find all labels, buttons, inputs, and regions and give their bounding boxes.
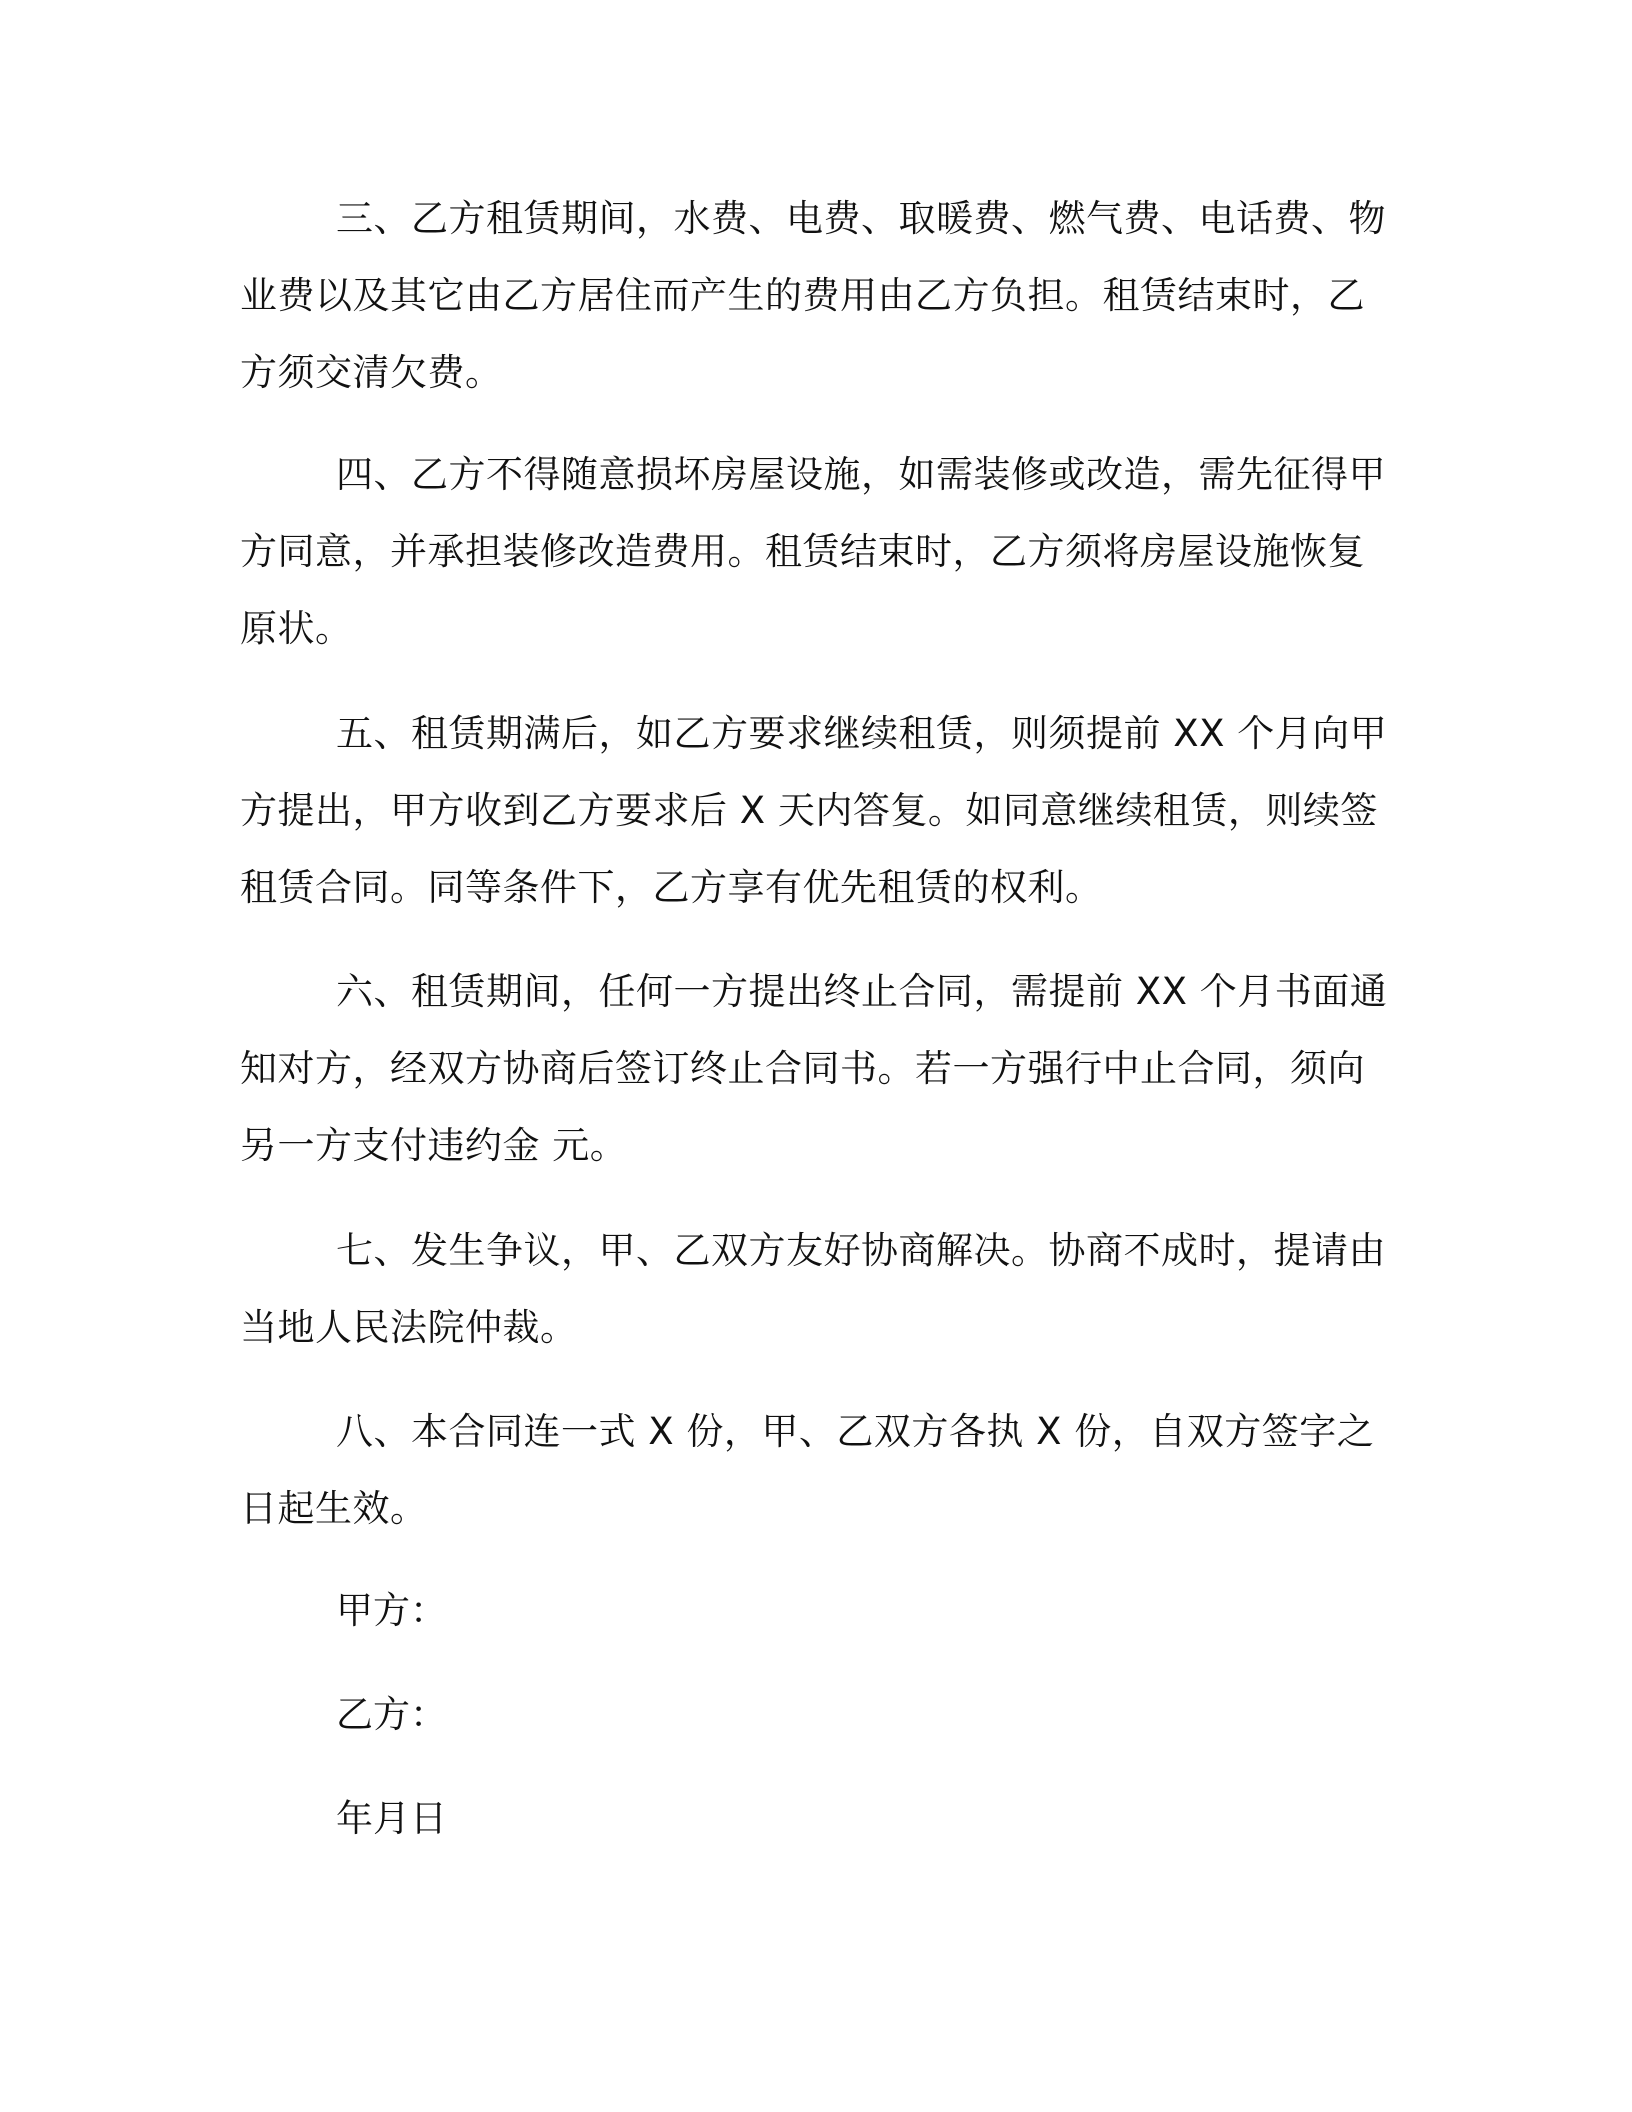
- clause-5: 五、租赁期满后，如乙方要求继续租赁，则须提前 XX 个月向甲方提出，甲方收到乙方要求后 X 天内答复。如同意继续租赁，则续签租赁合同。同等条件下，乙方享有优先租赁的权利。: [240, 712, 1388, 909]
- party-b-signature-label: 乙方：: [336, 1693, 447, 1736]
- clause-8: 八、本合同连一式 X 份，甲、乙双方各执 X 份，自双方签字之日起生效。: [240, 1410, 1375, 1530]
- signing-date-label: 年月日: [336, 1797, 447, 1840]
- clause-7: 七、发生争议，甲、乙双方友好协商解决。协商不成时，提请由当地人民法院仲裁。: [240, 1229, 1386, 1349]
- clause-3: 三、乙方租赁期间，水费、电费、取暖费、燃气费、电话费、物业费以及其它由乙方居住而产生的费用由乙方负担。租赁结束时，乙方须交清欠费。: [240, 197, 1386, 394]
- party-a-signature-label: 甲方：: [336, 1589, 447, 1632]
- clause-4: 四、乙方不得随意损坏房屋设施，如需装修或改造，需先征得甲方同意，并承担装修改造费用。租赁结束时，乙方须将房屋设施恢复原状。: [240, 453, 1386, 650]
- clause-6: 六、租赁期间，任何一方提出终止合同，需提前 XX 个月书面通知对方，经双方协商后签订终止合同书。若一方强行中止合同，须向另一方支付违约金 元。: [240, 970, 1388, 1167]
